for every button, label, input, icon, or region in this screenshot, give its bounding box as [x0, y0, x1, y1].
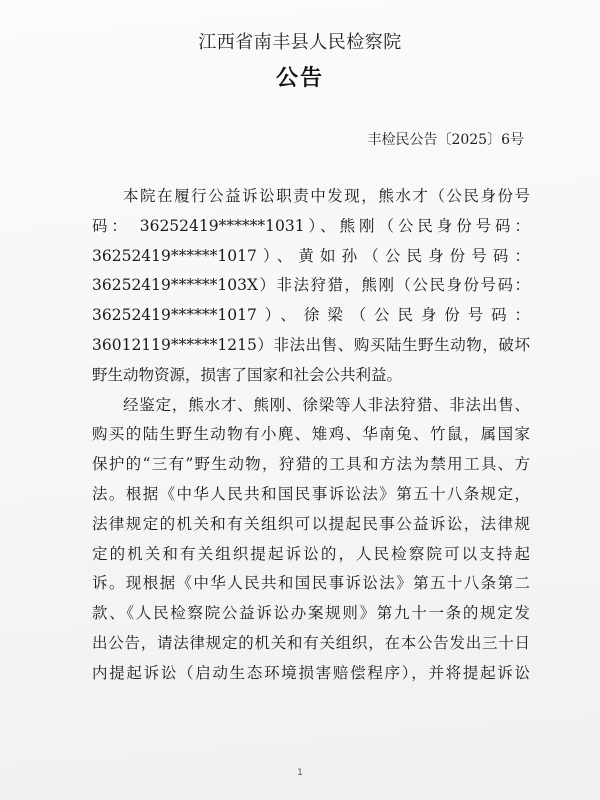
body-line: 36012119******1215）非法出售、购买陆生野生动物，破坏 [92, 335, 530, 354]
body-line: 出公告，请法律规定的机关和有关组织，在本公告发出三十日 [92, 633, 530, 652]
body-line: 款、《人民检察院公益诉讼办案规则》第九十一条的规定发 [92, 604, 530, 623]
body-line: 野生动物资源，损害了国家和社会公共利益。 [92, 365, 403, 384]
body-line: 36252419******1017）、徐梁（公民身份号码： [92, 306, 530, 325]
body-line: 码： 36252419******1031）、熊刚（公民身份号码： [92, 216, 530, 235]
issuing-organization: 江西省南丰县人民检察院 [198, 32, 402, 53]
document-title: 公告 [275, 66, 324, 91]
page-number: 1 [297, 768, 303, 778]
body-line: 本院在履行公益诉讼职责中发现，熊水才（公民身份号 [123, 187, 530, 205]
body-line: 购买的陆生野生动物有小麂、雉鸡、华南兔、竹鼠，属国家 [92, 425, 530, 444]
body-line: 36252419******1017）、黄如孙（公民身份号码： [92, 246, 530, 265]
body-line: 法。根据《中华人民共和国民事诉讼法》第五十八条规定， [92, 484, 530, 503]
announcement-body [92, 182, 530, 689]
body-line: 内提起诉讼（启动生态环境损害赔偿程序），并将提起诉讼 [92, 663, 530, 682]
body-line: 诉。现根据《中华人民共和国民事诉讼法》第五十八条第二 [92, 574, 530, 593]
body-line: 保护的“三有”野生动物，狩猎的工具和方法为禁用工具、方 [92, 455, 530, 474]
body-line: 法律规定的机关和有关组织可以提起民事公益诉讼，法律规 [92, 514, 530, 533]
body-line: 经鉴定，熊水才、熊刚、徐梁等人非法狩猎、非法出售、 [123, 395, 530, 414]
body-line: 36252419******103X）非法狩猎，熊刚（公民身份号码： [92, 276, 530, 295]
body-line: 定的机关和有关组织提起诉讼的，人民检察院可以支持起 [92, 544, 530, 563]
document-number: 丰检民公告〔2025〕6号 [367, 132, 524, 148]
